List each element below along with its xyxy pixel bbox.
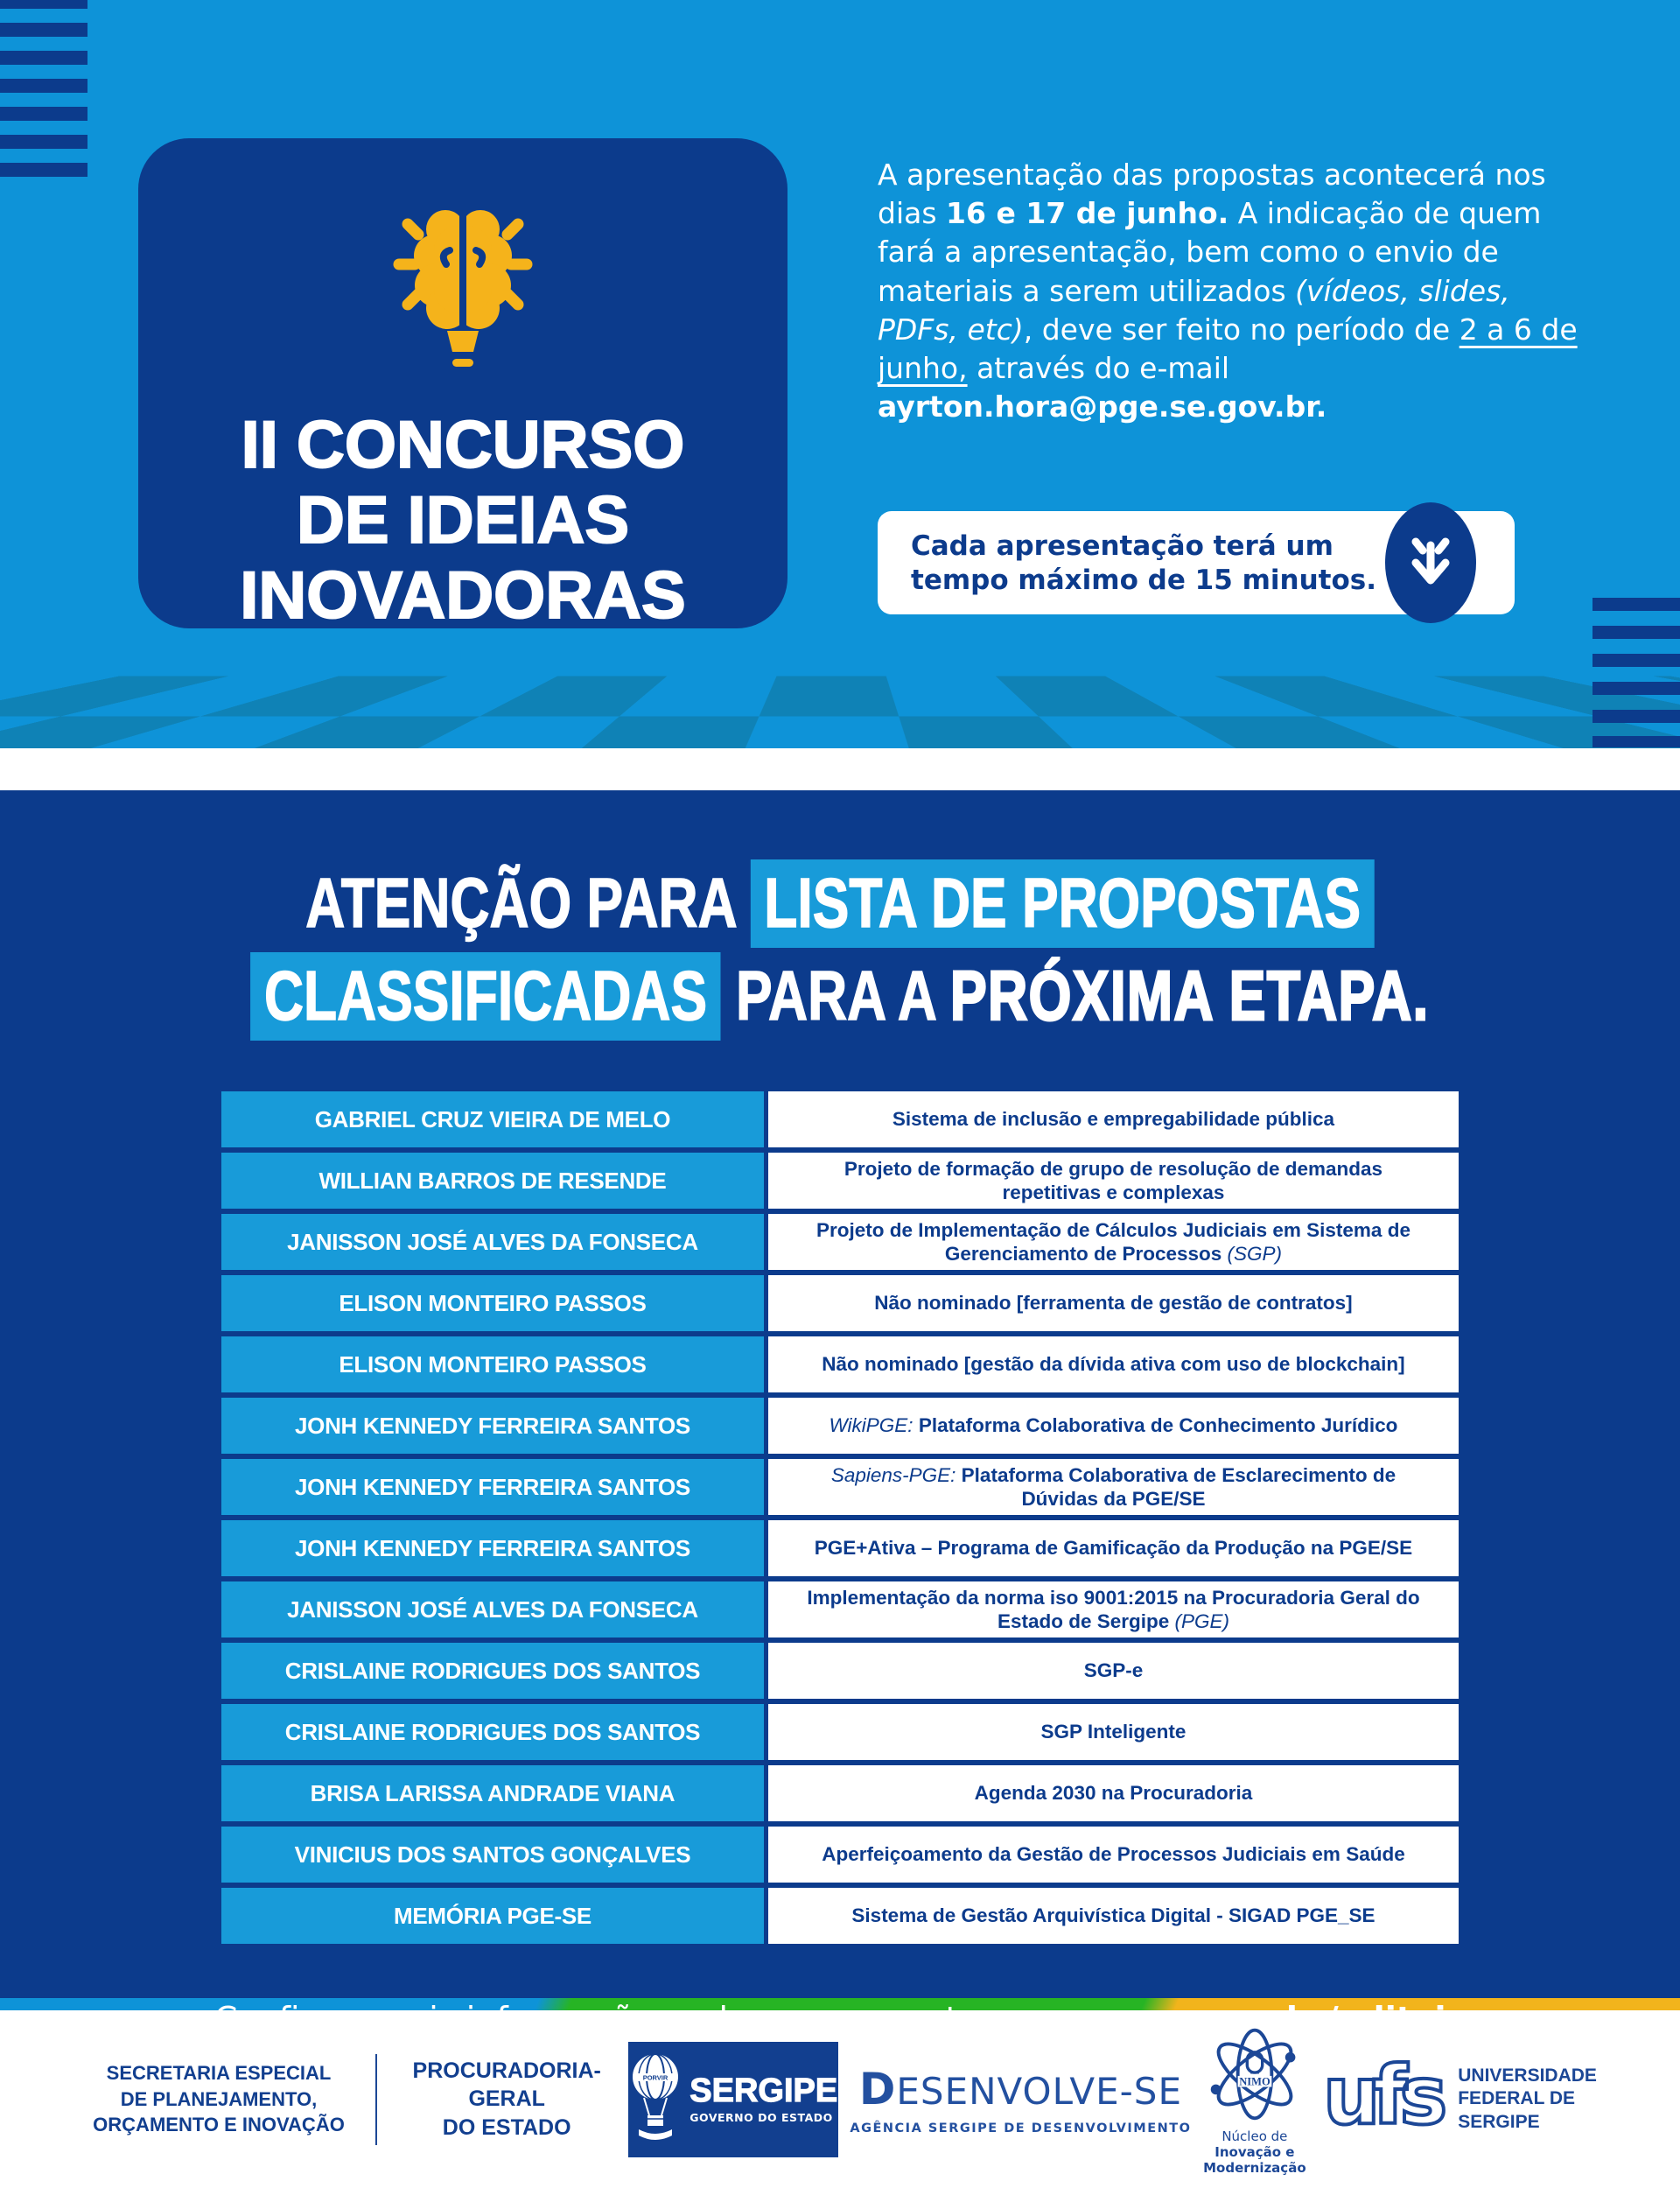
desenvolve-wordmark: ESENVOLVE-SE	[896, 2069, 1182, 2113]
svg-text:PORVIR: PORVIR	[642, 2073, 668, 2081]
balloon-icon	[628, 2049, 682, 2150]
dates-bold: 16 e 17 de junho.	[946, 196, 1229, 231]
proposal-title: WikiPGE: Plataforma Colaborativa de Conhecimento Jurídico	[768, 1398, 1459, 1454]
materials-italic: (vídeos, slides, PDFs, etc)	[878, 273, 1510, 347]
proposal-title: SGP Inteligente	[768, 1704, 1459, 1760]
down-arrow-icon	[1404, 526, 1457, 600]
table-row	[221, 1153, 1459, 1209]
proposal-title: Projeto de Implementação de Cálculos Judiciais em Sistema de Gerenciamento de Processos (SGP)	[768, 1214, 1459, 1270]
sergipe-government-logo	[628, 2042, 838, 2157]
table-row	[221, 1091, 1459, 1147]
proposal-title: Sapiens-PGE: Plataforma Colaborativa de Esclarecimento de Dúvidas da PGE/SE	[768, 1459, 1459, 1515]
event-title-line: DE IDEIAS	[296, 483, 630, 558]
proposal-title: Sistema de Gestão Arquivística Digital - SIGAD PGE_SE	[768, 1888, 1459, 1944]
desenvolve-initial: D	[858, 2063, 897, 2114]
highlighted-text: CLASSIFICADAS	[250, 952, 720, 1041]
participant-name: GABRIEL CRUZ VIEIRA DE MELO	[221, 1091, 764, 1147]
sergipe-subtitle: GOVERNO DO ESTADO	[690, 2111, 833, 2124]
table-row	[221, 1888, 1459, 1944]
table-row	[221, 1827, 1459, 1883]
heading-line-2: CLASSIFICADAS PARA A PRÓXIMA ETAPA.	[185, 950, 1495, 1042]
participant-name: CRISLAINE RODRIGUES DOS SANTOS	[221, 1643, 764, 1699]
table-row	[221, 1214, 1459, 1270]
presentation-info-paragraph: A apresentação das propostas acontecerá nos dias 16 e 17 de junho. A indicação de quem fará a apresentação, bem como o envio de materiais a serem utilizados (vídeos, slides, PDFs, etc), deve ser feito no período de 2 a 6 de junho, através do e-mail ayrton.hora@pge.se.gov.br.	[878, 158, 1578, 424]
footer-divider	[375, 2054, 377, 2145]
participant-name: WILLIAN BARROS DE RESENDE	[221, 1153, 764, 1209]
email-address: ayrton.hora@pge.se.gov.br.	[878, 389, 1327, 424]
proposal-title: Sistema de inclusão e empregabilidade pública	[768, 1091, 1459, 1147]
nimo-logo	[1203, 2023, 1306, 2176]
event-badge	[138, 138, 788, 633]
proposal-title: PGE+Ativa – Programa de Gamificação da Produção na PGE/SE	[768, 1520, 1459, 1576]
brain-lightbulb-icon	[362, 184, 564, 389]
participant-name: JONH KENNEDY FERREIRA SANTOS	[221, 1398, 764, 1454]
participant-name: MEMÓRIA PGE-SE	[221, 1888, 764, 1944]
sergipe-wordmark: SERGIPE	[690, 2072, 838, 2109]
participant-name: JONH KENNEDY FERREIRA SANTOS	[221, 1459, 764, 1515]
proposal-title: SGP-e	[768, 1643, 1459, 1699]
white-divider-band	[0, 748, 1680, 790]
table-row	[221, 1765, 1459, 1821]
participant-name: JANISSON JOSÉ ALVES DA FONSECA	[221, 1581, 764, 1637]
table-row	[221, 1643, 1459, 1699]
table-row	[221, 1336, 1459, 1392]
proposal-title: Aperfeiçoamento da Gestão de Processos Judiciais em Saúde	[768, 1827, 1459, 1883]
svg-text:ufs: ufs	[1323, 2049, 1440, 2142]
participant-name: CRISLAINE RODRIGUES DOS SANTOS	[221, 1704, 764, 1760]
emphasis-text: PRÓXIMA ETAPA.	[950, 957, 1430, 1034]
time-limit-text: Cada apresentação terá um tempo máximo de 15 minutos.	[911, 530, 1377, 597]
participant-name: ELISON MONTEIRO PASSOS	[221, 1336, 764, 1392]
table-row	[221, 1520, 1459, 1576]
edge-stripes-right	[1592, 593, 1680, 751]
desenvolve-subtitle: AGÊNCIA SERGIPE DE DESENVOLVIMENTO	[850, 2121, 1192, 2135]
editais-url: pge.se.gov.br/editais	[1070, 2000, 1466, 2038]
classified-proposals-section	[0, 790, 1680, 2038]
atom-lightbulb-icon	[1204, 2023, 1306, 2128]
svg-text:NIMO: NIMO	[1239, 2075, 1270, 2088]
table-row	[221, 1459, 1459, 1515]
proposal-title: Não nominado [ferramenta de gestão de contratos]	[768, 1275, 1459, 1331]
secretaria-logo-text: SECRETARIA ESPECIAL DE PLANEJAMENTO, ORÇAMENTO E INOVAÇÃO	[93, 2061, 345, 2136]
hero-section	[0, 0, 1680, 790]
time-limit-callout	[878, 511, 1515, 614]
proposal-title: Projeto de formação de grupo de resolução de demandas repetitivas e complexas	[768, 1153, 1459, 1209]
table-row	[221, 1275, 1459, 1331]
ufs-logo	[1318, 2050, 1597, 2149]
more-info-footnote: Confirma mais informações sobre as propostas em pge.se.gov.br/editais	[214, 2000, 1466, 2038]
heading-line-1: ATENÇÃO PARA LISTA DE PROPOSTAS	[185, 857, 1495, 950]
scroll-down-button[interactable]	[1385, 502, 1476, 623]
event-title-line: INOVADORAS	[240, 558, 686, 633]
participant-name: JONH KENNEDY FERREIRA SANTOS	[221, 1520, 764, 1576]
event-title	[240, 408, 686, 634]
proposal-title: Implementação da norma iso 9001:2015 na Procuradoria Geral do Estado de Sergipe (PGE)	[768, 1581, 1459, 1637]
nimo-subtitle-line: Modernização	[1203, 2159, 1306, 2176]
proposals-table	[217, 1086, 1463, 1949]
table-row	[221, 1581, 1459, 1637]
corner-stripes-top-left	[0, 0, 96, 184]
ufs-monogram-icon	[1318, 2050, 1449, 2149]
participant-name: ELISON MONTEIRO PASSOS	[221, 1275, 764, 1331]
section-heading	[0, 857, 1680, 1042]
nimo-subtitle-line: Inovação e	[1214, 2143, 1295, 2160]
event-title-line: II CONCURSO	[241, 408, 685, 482]
ufs-name-text: UNIVERSIDADE FEDERAL DE SERGIPE	[1458, 2065, 1597, 2132]
desenvolve-se-logo	[850, 2064, 1191, 2135]
participant-name: JANISSON JOSÉ ALVES DA FONSECA	[221, 1214, 764, 1270]
checkerboard-band	[0, 663, 1680, 748]
proposal-title: Agenda 2030 na Procuradoria	[768, 1765, 1459, 1821]
participant-name: BRISA LARISSA ANDRADE VIANA	[221, 1765, 764, 1821]
proposal-title: Não nominado [gestão da dívida ativa com uso de blockchain]	[768, 1336, 1459, 1392]
nimo-subtitle-line: Núcleo de	[1222, 2128, 1288, 2144]
highlighted-text: LISTA DE PROPOSTAS	[751, 859, 1375, 948]
table-row	[221, 1704, 1459, 1760]
table-row	[221, 1398, 1459, 1454]
participant-name: VINICIUS DOS SANTOS GONÇALVES	[221, 1827, 764, 1883]
procuradoria-logo-text: PROCURADORIA-GERAL DO ESTADO	[412, 2058, 601, 2140]
period-underlined: 2 a 6 de junho,	[878, 312, 1578, 386]
